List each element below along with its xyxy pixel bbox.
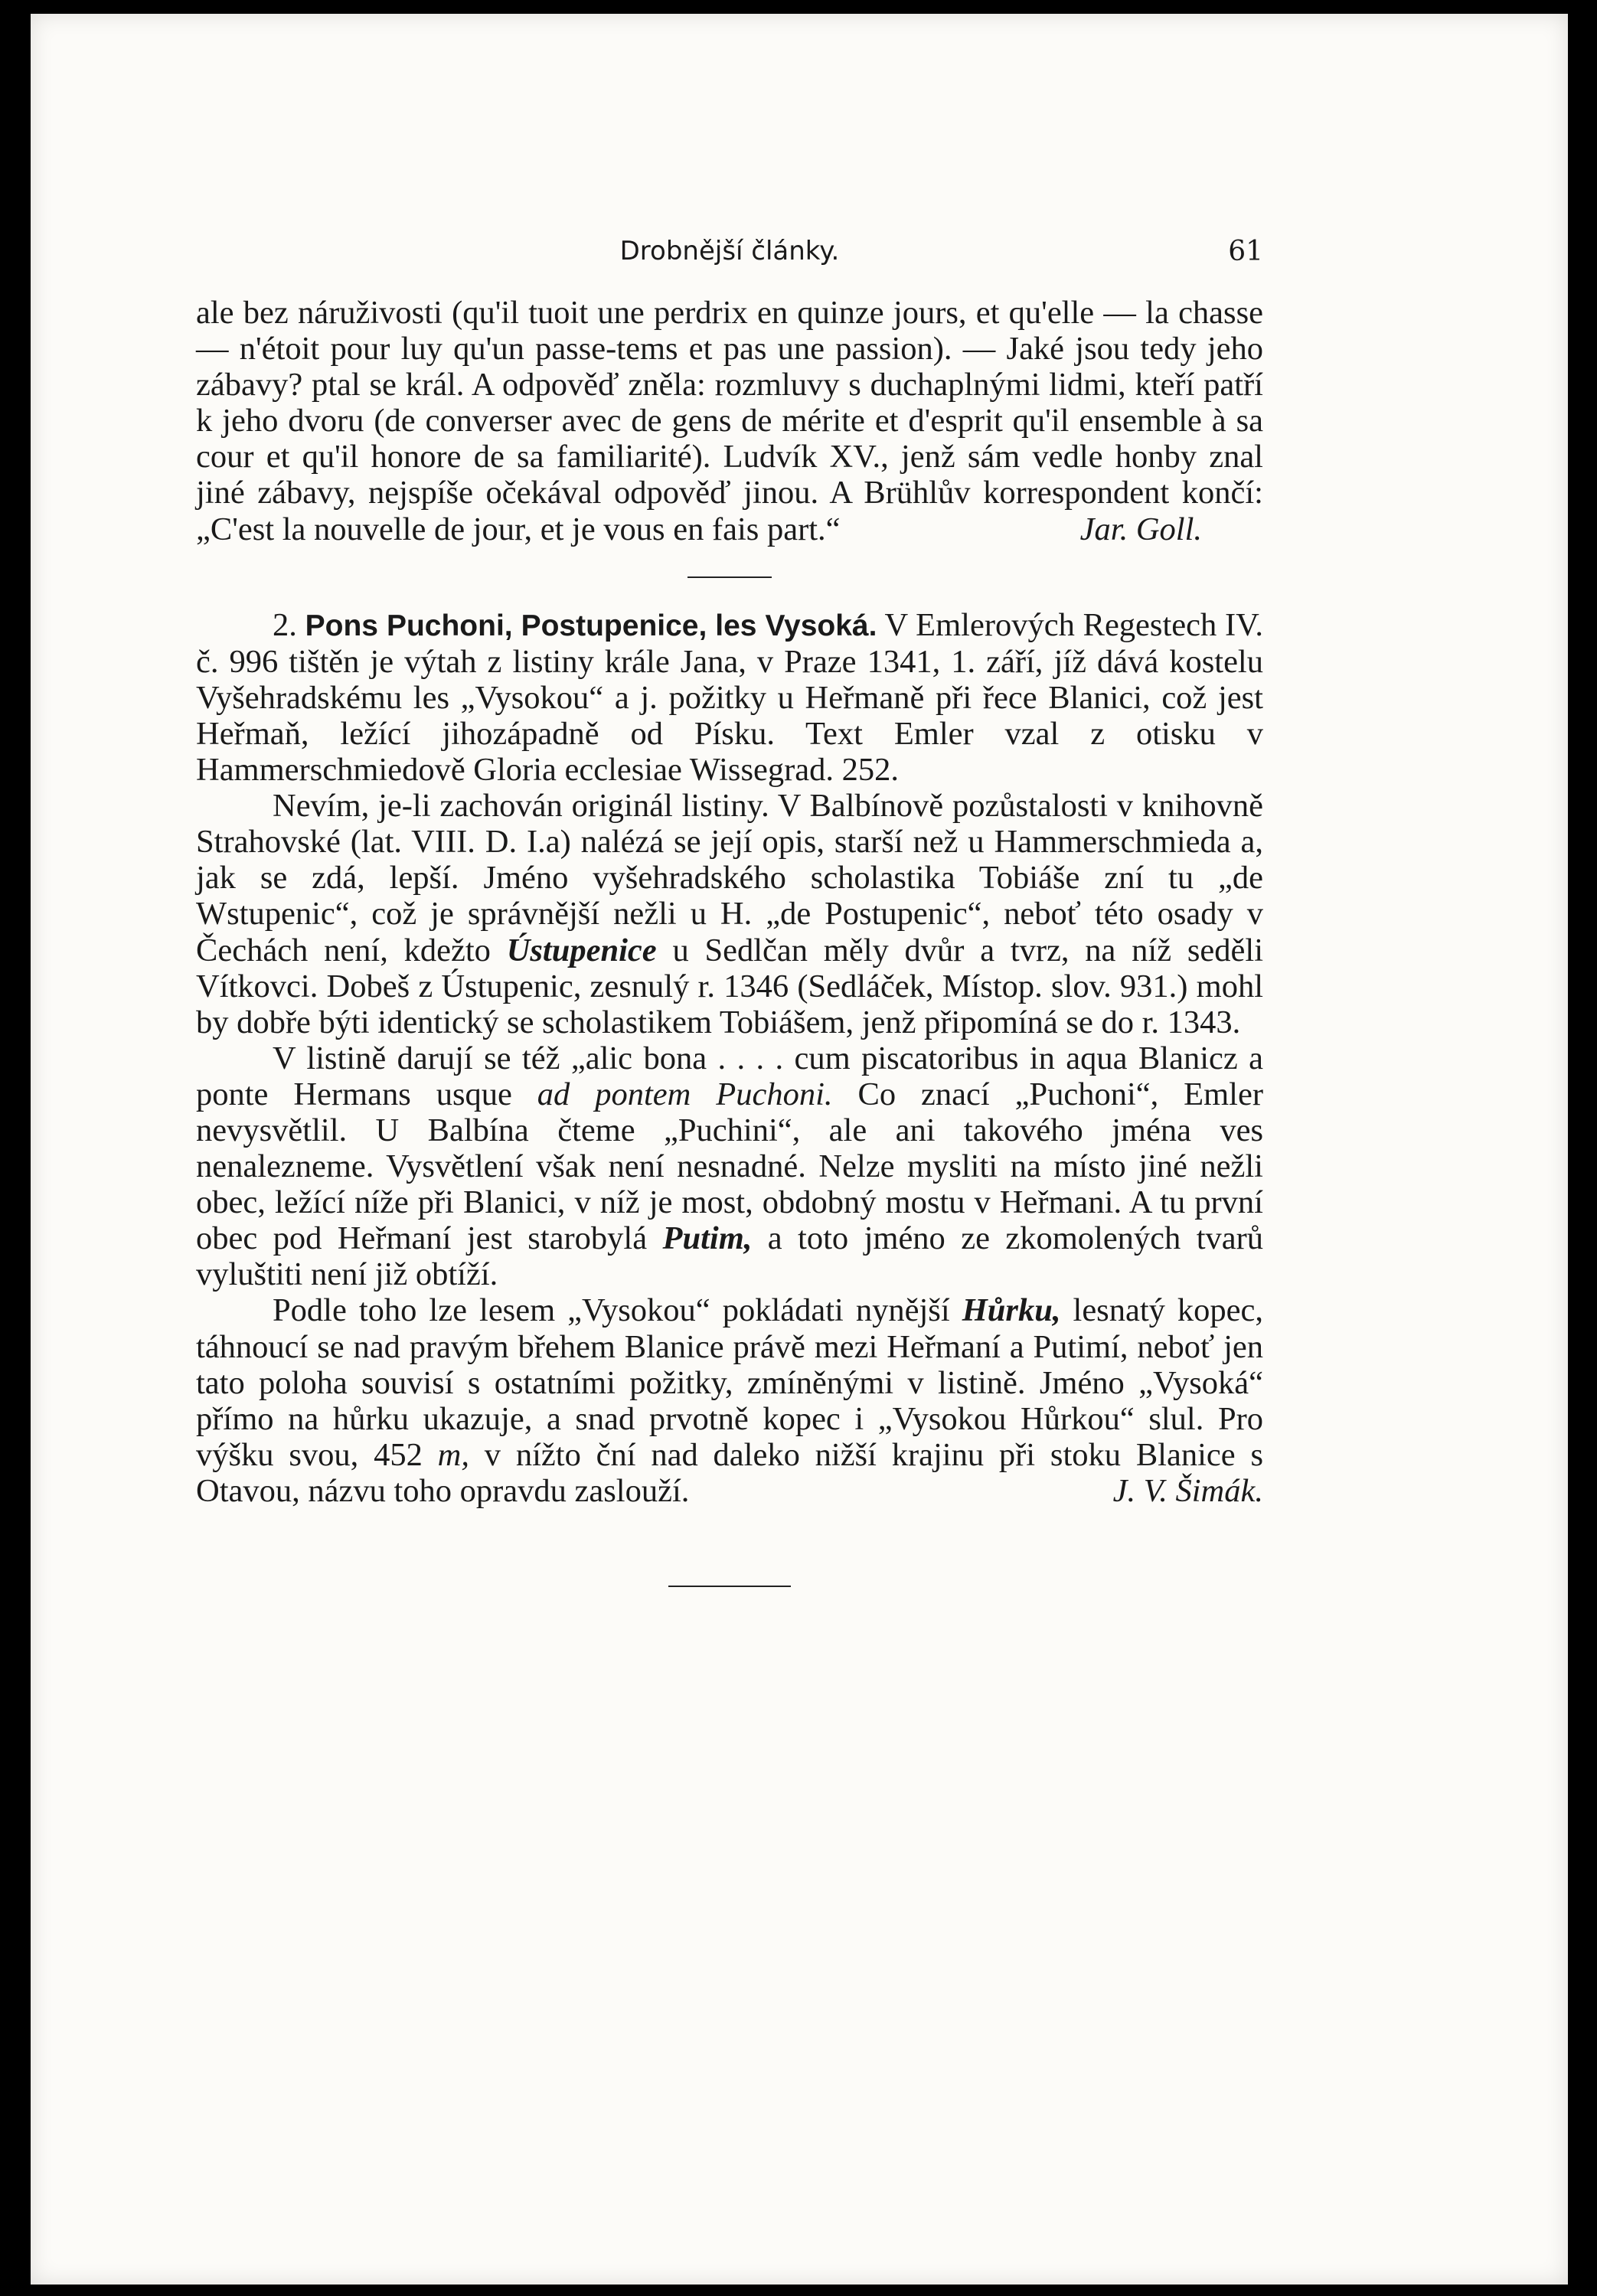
paragraph-text: a toto jméno ze zkomolených tvarů vyluštiti není již obtíží.	[196, 1220, 1264, 1293]
section-divider	[687, 576, 772, 578]
paragraph-text: V Emlerových Regestech IV. č. 996 tištěn je výtah z listiny krále Jana, v Praze 1341, 1. září, jíž dává kostelu Vyšehradskému les „Vysokou“ a j. požitky u Heřmaně při řece Blanici, což jest Heřmaň, ležící jihozápadně od Písku. Text Emler vzal z otisku v Hammerschmiedově Gloria ecclesiae Wissegrad. 252.	[196, 606, 1263, 789]
paragraph-text: Co znací „Puchoni“, Emler nevysvětlil. U Balbína čteme „Puchini“, ale ani takového jména ves nenalezneme. Vysvětlení však není nesnadné. Nelze mysliti na místo jiné nežli obec, ležící níže při Blanici, v níž je most, obdobný mostu v Heřmani. A tu první obec pod Heřmaní jest starobylá	[196, 1076, 1264, 1257]
paragraph-text: Nevím, je-li zachován originál listiny. V Balbínově pozůstalosti v knihovně Strahovské (lat. VIII. D. I.a) nalézá se její opis, starší než u Hammerschmieda a, jak se zdá, lepší. Jméno vyšehradského scholastika Tobiáše zní tu „de Wstupenic“, což je správnější nežli u H. „de Postupenic“, neboť této osady v Čechách není, kdežto	[196, 788, 1263, 968]
paragraph-text: V listině darují se též „alic bona . . . . cum piscatoribus in aqua Blanicz a ponte Hermans usque	[196, 1040, 1263, 1112]
signature-simak: J. V. Šimák.	[1112, 1472, 1263, 1509]
paragraph-text: ale bez náruživosti (qu'il tuoit une perdrix en quinze jours, et qu'elle — la chasse — n'étoit pour luy qu'un passe-tems et pas une passion). — Jaké jsou tedy jeho zábavy? ptal se král. A odpověď zněla: rozmluvy s duchaplnými lidmi, kteří patří k jeho dvoru (de converser avec de gens de mérite et d'esprit qu'il ensemble à sa cour et qu'il honore de sa familiarité). Ludvík XV., jenž sám vedle honby znal jiné zábavy, nejspíše očekával odpověď jinou. A Brühlův korrespondent končí: „C'est la nouvelle de jour, et je vous en fais part.“	[196, 295, 1263, 547]
end-divider	[668, 1586, 791, 1587]
paragraph-text: lesnatý kopec, táhnoucí se nad pravým břehem Blanice právě mezi Heřmaní a Putimí, neboť jen tato poloha souvisí s ostatními požitky, zmíněnými v listině. Jméno „Vysoká“ přímo na hůrku ukazuje, a snad prvotně kopec i „Vysokou Hůrkou“ slul. Pro výšku svou, 452	[196, 1292, 1264, 1473]
page-header	[196, 236, 1263, 282]
section-number: 2.	[273, 606, 297, 643]
paragraph-goll	[196, 295, 1263, 547]
running-title: Drobnější články.	[619, 236, 840, 266]
paragraph-text: v nížto ční nad daleko nižší krajinu při stoku Blanice s Otavou, názvu toho opravdu zaslouží.	[196, 1436, 1263, 1509]
latin-quote: ad pontem Puchoni.	[537, 1076, 833, 1112]
unit-meters: m,	[437, 1436, 469, 1473]
section-2-paragraph-1	[196, 607, 1263, 788]
page-body	[196, 295, 1263, 1587]
paragraph-text: Podle toho lze lesem „Vysokou“ pokládati nynější	[273, 1292, 950, 1329]
section-heading: Pons Puchoni, Postupenice, les Vysoká.	[305, 609, 877, 642]
section-2-paragraph-3	[196, 1040, 1263, 1293]
section-2-paragraph-2	[196, 788, 1263, 1040]
page-number: 61	[1228, 236, 1263, 267]
place-name-hurka: Hůrku,	[962, 1292, 1061, 1329]
section-2-paragraph-4	[196, 1292, 1263, 1509]
signature-goll: Jar. Goll.	[1079, 511, 1202, 547]
place-name-putim: Putim,	[662, 1220, 753, 1257]
paragraph-text: u Sedlčan měly dvůr a tvrz, na níž seděli Vítkovci. Dobeš z Ústupenic, zesnulý r. 1346 (Sedláček, Místop. slov. 931.) mohl by dobře býti identický se scholastikem Tobiášem, jenž připomíná se do r. 1343.	[196, 932, 1264, 1040]
place-name-ustupenice: Ústupenice	[506, 932, 657, 968]
